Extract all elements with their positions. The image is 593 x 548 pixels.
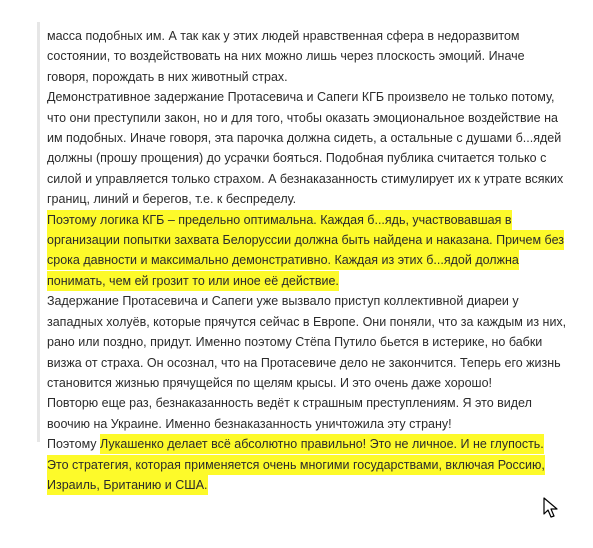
paragraph-text: масса подобных им. А так как у этих людей нравственная сфера в недоразвитом состоянии, то воздействовать на них можно лишь через плоскость эмоций. Иначе говоря, порождать в них животный страх. Демонстративное задержание Протасевича и Сапеги КГБ произвело не только потому, что они преступили закон, но и для того, чтобы оказать эмоциональное воздействие на им подобных. Иначе говоря, эта парочка должна сидеть, а остальные с душами б...ядей должны (прошу прощения) до усрачки бояться. Подобная публика считается только с силой и управляется только страхом. А безнаказанность стимулирует их к утрате всяких границ, линий и берегов, т.е. к беспределу.: [47, 29, 564, 207]
post-body: [47, 26, 567, 495]
post-paragraph-highlighted: [47, 210, 567, 292]
post-paragraph: [47, 291, 567, 495]
post-paragraph: [47, 26, 567, 210]
paragraph-text: Задержание Протасевича и Сапеги уже вызвало приступ коллективной диареи у западных холуёв, которые прячутся сейчас в Европе. Они поняли, что за каждым из них, рано или поздно, придут. Именно поэтому Стёпа Путило бьется в истерике, но бабки визжа от страха. Он осознал, что на Протасевиче дело не закончится. Теперь его жизнь становится жизнью прячущейся по щелям крысы. И это очень даже хорошо! Повторю еще раз, безнаказанность ведёт к страшным преступлениям. Я это видел воочию на Украине. Именно безнаказанность уничтожила эту страну! Поэтому: [47, 294, 567, 452]
mouse-pointer-icon: [543, 497, 559, 519]
quote-bar: [37, 22, 40, 442]
highlighted-text: Поэтому логика КГБ – предельно оптимальна. Каждая б...ядь, участвовавшая в организации попытки захвата Белоруссии должна быть найдена и наказана. Причем без срока давности и максимально демонстративно. Каждая из этих б...ядой должна понимать, чем ей грозит то или иное её действие.: [47, 210, 564, 291]
highlighted-text: Лукашенко делает всё абсолютно правильно! Это не личное. И не глупость. Это стратегия, которая применяется очень многими государствами, включая Россию, Израиль, Британию и США.: [47, 434, 545, 495]
